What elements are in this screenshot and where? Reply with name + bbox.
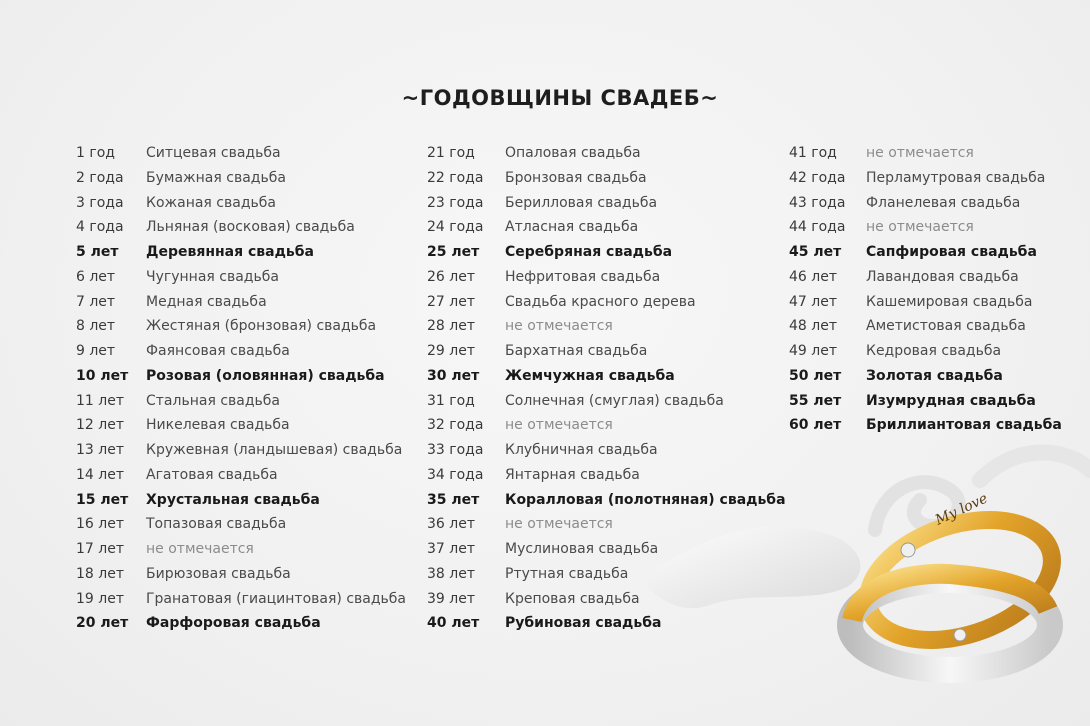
ribbon-shape: [640, 526, 860, 608]
anniversary-year: 21 год: [427, 145, 475, 161]
anniversary-name: не отмечается: [505, 417, 613, 434]
anniversary-year: 35 лет: [427, 491, 480, 508]
anniversary-name: Жемчужная свадьба: [505, 367, 675, 384]
anniversary-year: 15 лет: [76, 491, 129, 508]
anniversary-year: 16 лет: [76, 516, 124, 533]
anniversary-year: 55 лет: [789, 392, 842, 409]
anniversary-name: Кожаная свадьба: [146, 194, 276, 211]
anniversary-name: Гранатовая (гиацинтовая) свадьба: [146, 590, 406, 607]
anniversary-year: 7 лет: [76, 293, 116, 310]
anniversary-year: 2 года: [76, 169, 124, 186]
anniversary-year: 18 лет: [76, 565, 124, 582]
anniversary-name: Янтарная свадьба: [505, 466, 640, 483]
anniversary-name: Кружевная (ландышевая) свадьба: [146, 442, 403, 458]
anniversary-name: Агатовая свадьба: [146, 466, 278, 483]
wedding-rings-image: [620, 420, 1090, 726]
anniversary-name: Коралловая (полотняная) свадьба: [505, 491, 786, 508]
diamond-icon: [901, 543, 915, 557]
anniversary-year: 12 лет: [76, 417, 124, 434]
anniversary-name: Фаянсовая свадьба: [146, 343, 290, 359]
ring-engraving: My love: [932, 490, 991, 529]
anniversary-year: 10 лет: [76, 367, 129, 384]
anniversary-year: 4 года: [76, 219, 124, 236]
anniversary-year: 6 лет: [76, 268, 116, 285]
anniversary-year: 29 лет: [427, 343, 475, 359]
anniversary-name: не отмечается: [505, 516, 613, 533]
anniversary-year: 46 лет: [789, 268, 837, 285]
anniversary-name: Бронзовая свадьба: [505, 169, 647, 186]
anniversary-year: 42 года: [789, 169, 846, 186]
anniversary-name: Берилловая свадьба: [505, 194, 658, 211]
anniversary-year: 48 лет: [789, 318, 837, 335]
anniversary-name: Креповая свадьба: [505, 590, 640, 607]
anniversary-name: Кашемировая свадьба: [866, 293, 1033, 310]
anniversary-name: Чугунная свадьба: [146, 268, 279, 285]
anniversary-year: 30 лет: [427, 367, 480, 384]
anniversary-year: 14 лет: [76, 466, 124, 483]
anniversary-name: Рубиновая свадьба: [505, 615, 662, 632]
anniversary-name: Атласная свадьба: [505, 219, 639, 236]
anniversary-name: Бирюзовая свадьба: [146, 565, 291, 582]
anniversary-name: Жестяная (бронзовая) свадьба: [146, 318, 377, 335]
anniversary-year: 13 лет: [76, 442, 124, 458]
anniversary-name: Серебряная свадьба: [505, 244, 673, 260]
anniversary-year: 3 года: [76, 194, 124, 211]
anniversary-name: Деревянная свадьба: [146, 244, 314, 260]
anniversary-year: 34 года: [427, 466, 484, 483]
anniversary-year: 17 лет: [76, 541, 124, 557]
anniversary-name: Розовая (оловянная) свадьба: [146, 367, 385, 384]
anniversary-name: Льняная (восковая) свадьба: [146, 219, 355, 236]
anniversary-name: Опаловая свадьба: [505, 145, 641, 161]
anniversary-name: Хрустальная свадьба: [146, 491, 320, 508]
diamond-icon: [954, 629, 966, 641]
anniversary-year: 20 лет: [76, 615, 129, 632]
anniversary-name: Фланелевая свадьба: [866, 194, 1021, 211]
anniversary-year: 33 года: [427, 442, 484, 458]
anniversary-year: 27 лет: [427, 293, 475, 310]
anniversary-name: Никелевая свадьба: [146, 417, 290, 434]
anniversary-name: Муслиновая свадьба: [505, 541, 659, 557]
anniversary-year: 28 лет: [427, 318, 475, 335]
anniversary-name: Фарфоровая свадьба: [146, 615, 321, 632]
anniversary-year: 11 лет: [76, 392, 124, 409]
anniversary-year: 41 год: [789, 145, 837, 161]
anniversary-name: Аметистовая свадьба: [866, 318, 1026, 335]
anniversary-name: Топазовая свадьба: [146, 516, 287, 533]
anniversary-year: 50 лет: [789, 367, 842, 384]
anniversary-name: Перламутровая свадьба: [866, 169, 1046, 186]
anniversary-name: Сапфировая свадьба: [866, 244, 1037, 260]
anniversary-year: 44 года: [789, 219, 846, 236]
anniversary-name: Ситцевая свадьба: [146, 145, 281, 161]
anniversary-year: 25 лет: [427, 244, 480, 260]
anniversary-name: Ртутная свадьба: [505, 565, 629, 582]
anniversary-year: 36 лет: [427, 516, 475, 533]
anniversary-name: Нефритовая свадьба: [505, 268, 661, 285]
anniversary-year: 24 года: [427, 219, 484, 236]
anniversary-year: 5 лет: [76, 244, 119, 260]
anniversary-name: Стальная свадьба: [146, 392, 280, 409]
anniversary-name: Бриллиантовая свадьба: [866, 417, 1062, 434]
anniversary-year: 9 лет: [76, 343, 116, 359]
anniversary-name: Солнечная (смуглая) свадьба: [505, 392, 724, 409]
anniversary-year: 39 лет: [427, 590, 475, 607]
anniversary-name: Бархатная свадьба: [505, 343, 648, 359]
anniversary-name: Лавандовая свадьба: [866, 268, 1019, 285]
anniversary-name: не отмечается: [866, 219, 974, 236]
anniversary-name: Медная свадьба: [146, 293, 267, 310]
anniversary-name: Кедровая свадьба: [866, 343, 1002, 359]
anniversary-year: 40 лет: [427, 615, 480, 632]
anniversary-year: 22 года: [427, 169, 484, 186]
anniversary-name: Бумажная свадьба: [146, 169, 286, 186]
anniversary-name: Изумрудная свадьба: [866, 392, 1036, 409]
anniversary-name: не отмечается: [866, 145, 974, 161]
anniversary-year: 31 год: [427, 392, 475, 409]
anniversary-year: 49 лет: [789, 343, 837, 359]
anniversary-name: Золотая свадьба: [866, 367, 1003, 384]
anniversary-year: 32 года: [427, 417, 484, 434]
anniversary-year: 60 лет: [789, 417, 842, 434]
anniversary-year: 45 лет: [789, 244, 842, 260]
anniversary-year: 37 лет: [427, 541, 475, 557]
anniversary-name: не отмечается: [146, 541, 254, 557]
anniversary-year: 43 года: [789, 194, 846, 211]
page-title: ~ГОДОВЩИНЫ СВАДЕБ~: [401, 86, 719, 110]
anniversary-name: Клубничная свадьба: [505, 442, 658, 458]
anniversary-year: 47 лет: [789, 293, 837, 310]
anniversary-year: 8 лет: [76, 318, 116, 335]
anniversary-year: 26 лет: [427, 268, 475, 285]
anniversary-year: 1 год: [76, 145, 115, 161]
anniversary-year: 38 лет: [427, 565, 475, 582]
anniversary-name: Свадьба красного дерева: [505, 293, 696, 310]
anniversary-year: 19 лет: [76, 590, 124, 607]
anniversary-name: не отмечается: [505, 318, 613, 335]
anniversary-year: 23 года: [427, 194, 484, 211]
